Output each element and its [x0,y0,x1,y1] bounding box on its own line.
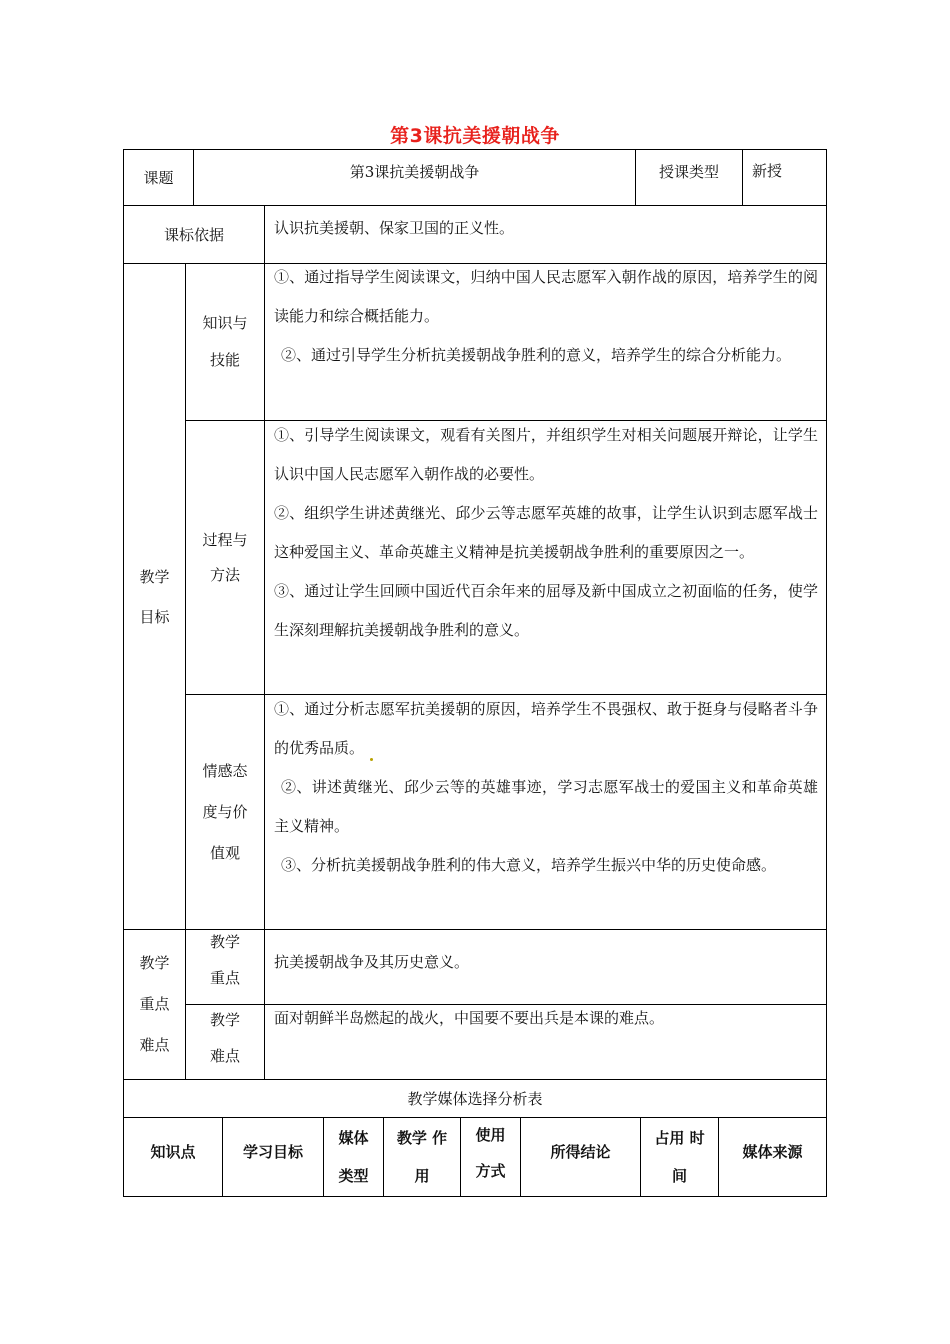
emotion-paragraph: ②、讲述黄继光、邱少云等的英雄事迹，学习志愿军战士的爱国主义和革命英雄主义精神。 [274,778,818,835]
key-point-text: 抗美援朝战争及其历史意义。 [274,953,470,971]
page-title: 第3课抗美援朝战争 [390,125,560,147]
media-column-header-line: 使用 [475,1126,506,1144]
knowledge-label-line: 技能 [209,351,240,369]
objectives-label-line: 教学 [139,567,170,586]
media-column-header: 所得结论 [550,1142,611,1161]
emotion-label-line: 值观 [209,843,240,862]
media-column-header-line: 媒体 [338,1129,369,1147]
process-label-line: 过程与 [202,530,248,549]
media-table-title: 教学媒体选择分析表 [407,1089,543,1108]
key-point-label-line: 教学 [209,933,240,951]
objectives-label [124,264,185,929]
media-column-header-line: 用 [414,1167,430,1185]
objectives-label-line: 目标 [139,607,170,626]
key-point-label-line: 重点 [209,969,240,987]
process-paragraph: ①、引导学生阅读课文，观看有关图片，并组织学生对相关问题展开辩论，让学生认识中国人民志愿军入朝作战的必要性。 [274,426,818,483]
lesson-type-value: 新授 [752,162,783,180]
media-column-header [384,1118,460,1196]
media-column-header-line: 方式 [475,1162,506,1180]
difficult-point-label-line: 难点 [209,1047,240,1065]
process-label [186,421,264,694]
media-column-header: 媒体来源 [742,1142,803,1161]
difficult-point-label-line: 教学 [209,1011,240,1029]
emotion-paragraph-text: ①、通过分析志愿军抗美援朝的原因，培养学生不畏强权、敢于挺身与侵略者斗争的优秀品质。 [274,700,818,757]
focus-label [124,930,185,1079]
basis-text: 认识抗美援朝、保家卫国的正义性。 [274,219,515,237]
process-content [265,416,826,650]
table-border-bottom [123,1196,827,1197]
knowledge-paragraph: ①、通过指导学生阅读课文，归纳中国人民志愿军入朝作战的原因，培养学生的阅读能力和综合概括能力。 [274,268,818,325]
media-column-header [461,1118,520,1188]
media-column-header-line: 占用 时 [654,1129,705,1147]
basis-label: 课标依据 [163,225,224,244]
media-column-header-line: 类型 [338,1167,369,1185]
media-column-header [641,1118,718,1196]
media-column-header: 知识点 [150,1142,196,1161]
emotion-label-line: 情感态 [202,761,248,780]
process-paragraph: ②、组织学生讲述黄继光、邱少云等志愿军英雄的故事，让学生认识到志愿军战士这种爱国主义、革命英雄主义精神是抗美援朝战争胜利的重要原因之一。 [274,504,818,561]
emotion-label-line: 度与价 [202,802,248,821]
focus-label-line: 难点 [139,1036,170,1054]
difficult-point-text: 面对朝鲜半岛燃起的战火，中国要不要出兵是本课的难点。 [274,1009,665,1027]
knowledge-paragraph: ②、通过引导学生分析抗美援朝战争胜利的意义，培养学生的综合分析能力。 [281,346,792,364]
topic-value: 第3课抗美援朝战争 [349,163,480,181]
media-column-header-line: 教学 作 [396,1129,448,1147]
focus-label-line: 教学 [139,954,170,972]
knowledge-label-line: 知识与 [202,314,248,332]
focus-label-line: 重点 [139,995,170,1013]
media-column-header-line: 间 [671,1167,687,1185]
table-border-right [826,149,827,1197]
mark-dot [370,758,373,761]
process-paragraph: ③、通过让学生回顾中国近代百余年来的屈辱及新中国成立之初面临的任务，使学生深刻理解抗美援朝战争胜利的意义。 [274,582,818,639]
media-column-header: 学习目标 [242,1142,303,1161]
col-divider [742,149,743,206]
difficult-point-label [186,1005,264,1071]
media-column-header [324,1118,383,1196]
process-label-line: 方法 [209,565,240,584]
topic-label: 课题 [143,168,174,187]
knowledge-content [265,258,826,375]
emotion-content [265,690,826,885]
key-point-label [186,930,264,990]
emotion-paragraph: ③、分析抗美援朝战争胜利的伟大意义，培养学生振兴中华的历史使命感。 [281,856,777,874]
emotion-label [186,695,264,929]
knowledge-label [186,264,264,420]
lesson-type-label: 授课类型 [658,163,719,181]
emotion-paragraph [265,690,826,768]
